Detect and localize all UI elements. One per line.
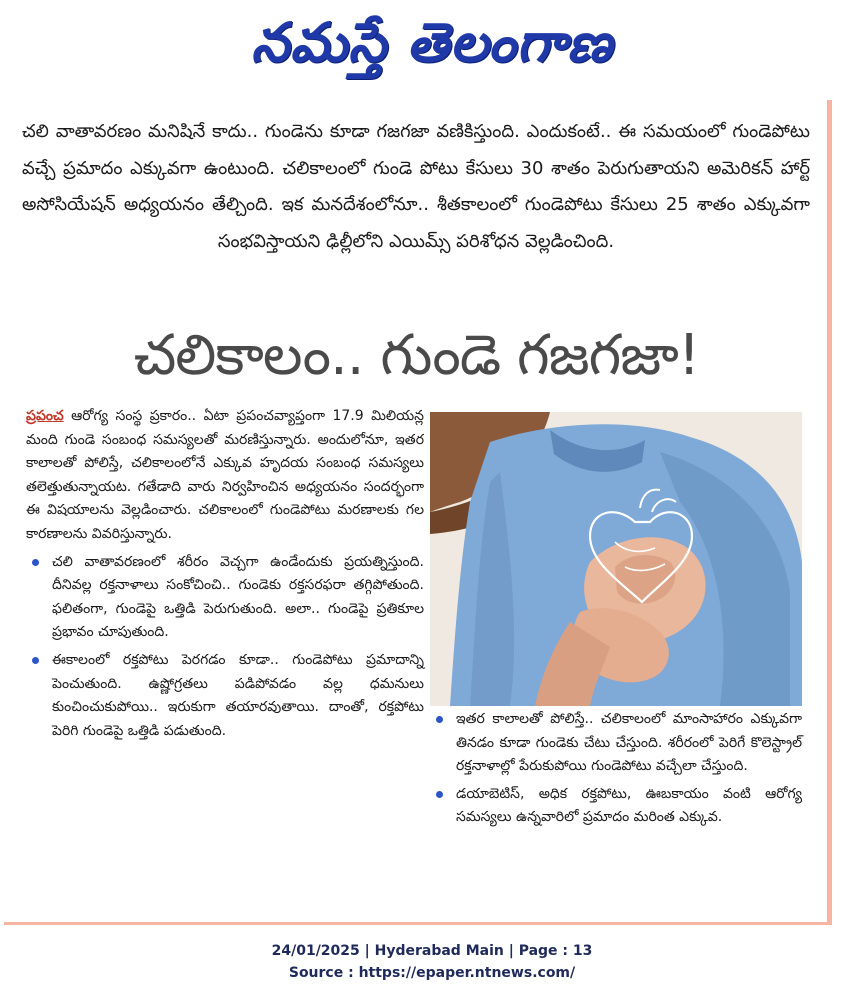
- footer-date-edition: 24/01/2025 | Hyderabad Main | Page : 13: [271, 943, 593, 959]
- bullet-dot-icon: [436, 716, 443, 723]
- article-right-column: [430, 708, 802, 834]
- page-footer: [0, 940, 864, 984]
- footer-source: Source : https://epaper.ntnews.com/: [288, 965, 576, 981]
- lead-word: ప్రపంచ: [26, 408, 64, 424]
- heart-photo-illustration: [430, 412, 802, 706]
- article-left-column: [26, 405, 424, 747]
- bullet-dot-icon: [32, 559, 39, 566]
- article-headline: చలికాలం.. గుండె గజగజా!: [133, 323, 700, 388]
- article-frame: [4, 100, 832, 925]
- lead-text: ఆరోగ్య సంస్థ ప్రకారం.. ఏటా ప్రపంచవ్యాప్తంగా 17.9 మిలియన్ల మంది గుండె సంబంధ సమస్యలతో మరణిస్తున్నారు. అందులోనూ, ఇతర కాలాలతో పోలిస్తే, చలికాలంలోనే ఎక్కువ హృదయ సంబంధ సమస్యలు తలెత్తుతున్నాయట. గతేడాది వారు నిర్వహించిన అధ్యయనం సందర్భంగా ఈ విషయాలను వెల్లడించారు. చలికాలంలో గుండెపోటు మరణాలకు గల కారణాలను వివరిస్తున్నారు.: [26, 408, 424, 542]
- list-item: ఈకాలంలో రక్తపోటు పెరగడం కూడా.. గుండెపోటు ప్రమాదాన్ని పెంచుతుంది. ఉష్ణోగ్రతలు పడిపోవడం వల్ల ధమనులు కుంచించుకుపోయి.. ఇరుకుగా తయారవుతాయి. దాంతో, రక్తపోటు పెరిగి గుండెపై ఒత్తిడి పడుతుంది.: [26, 649, 424, 743]
- list-item: డయాబెటిస్, అధిక రక్తపోటు, ఊబకాయం వంటి ఆరోగ్య సమస్యలు ఉన్నవారిలో ప్రమాదం మరింత ఎక్కువ.: [430, 783, 802, 830]
- article-photo-woman-heart: [430, 412, 802, 706]
- list-item: చలి వాతావరణంలో శరీరం వెచ్చగా ఉండేందుకు ప్రయత్నిస్తుంది. దీనివల్ల రక్తనాళాలు సంకోచించి.. గుండెకు రక్తసరఫరా తగ్గిపోతుంది. ఫలితంగా, గుండెపై ఒత్తిడి పెరుగుతుంది. అలా.. గుండెపై ప్రతికూల ప్రభావం చూపుతుంది.: [26, 551, 424, 645]
- lead-paragraph: [26, 405, 424, 547]
- bullet-dot-icon: [32, 657, 39, 664]
- right-bullet-list: [430, 708, 802, 830]
- left-bullet-list: [26, 551, 424, 744]
- newspaper-logo: నమస్తే తెలంగాణ: [251, 11, 613, 74]
- list-item: ఇతర కాలాలతో పోలిస్తే.. చలికాలంలో మాంసాహారం ఎక్కువగా తినడం కూడా గుండెకు చేటు చేస్తుంది. శరీరంలో పెరిగే కొలెస్ట్రాల్ రక్తనాళాల్లో పేరుకుపోయి గుండెపోటు వచ్చేలా చేస్తుంది.: [430, 708, 802, 779]
- masthead: [0, 0, 864, 88]
- article-intro: చలి వాతావరణం మనిషినే కాదు.. గుండెను కూడా గజగజా వణికిస్తుంది. ఎందుకంటే.. ఈ సమయంలో గుండెపోటు వచ్చే ప్రమాదం ఎక్కువగా ఉంటుంది. చలికాలంలో గుండె పోటు కేసులు 30 శాతం పెరుగుతాయని అమెరికన్ హార్ట్ అసోసియేషన్ అధ్యయనం తేల్చింది. ఇక మనదేశంలోనూ.. శీతకాలంలో గుండెపోటు కేసులు 25 శాతం ఎక్కువగా సంభవిస్తాయని ఢిల్లీలోని ఎయిమ్స్ పరిశోధన వెల్లడించింది.: [22, 121, 810, 252]
- bullet-dot-icon: [436, 791, 443, 798]
